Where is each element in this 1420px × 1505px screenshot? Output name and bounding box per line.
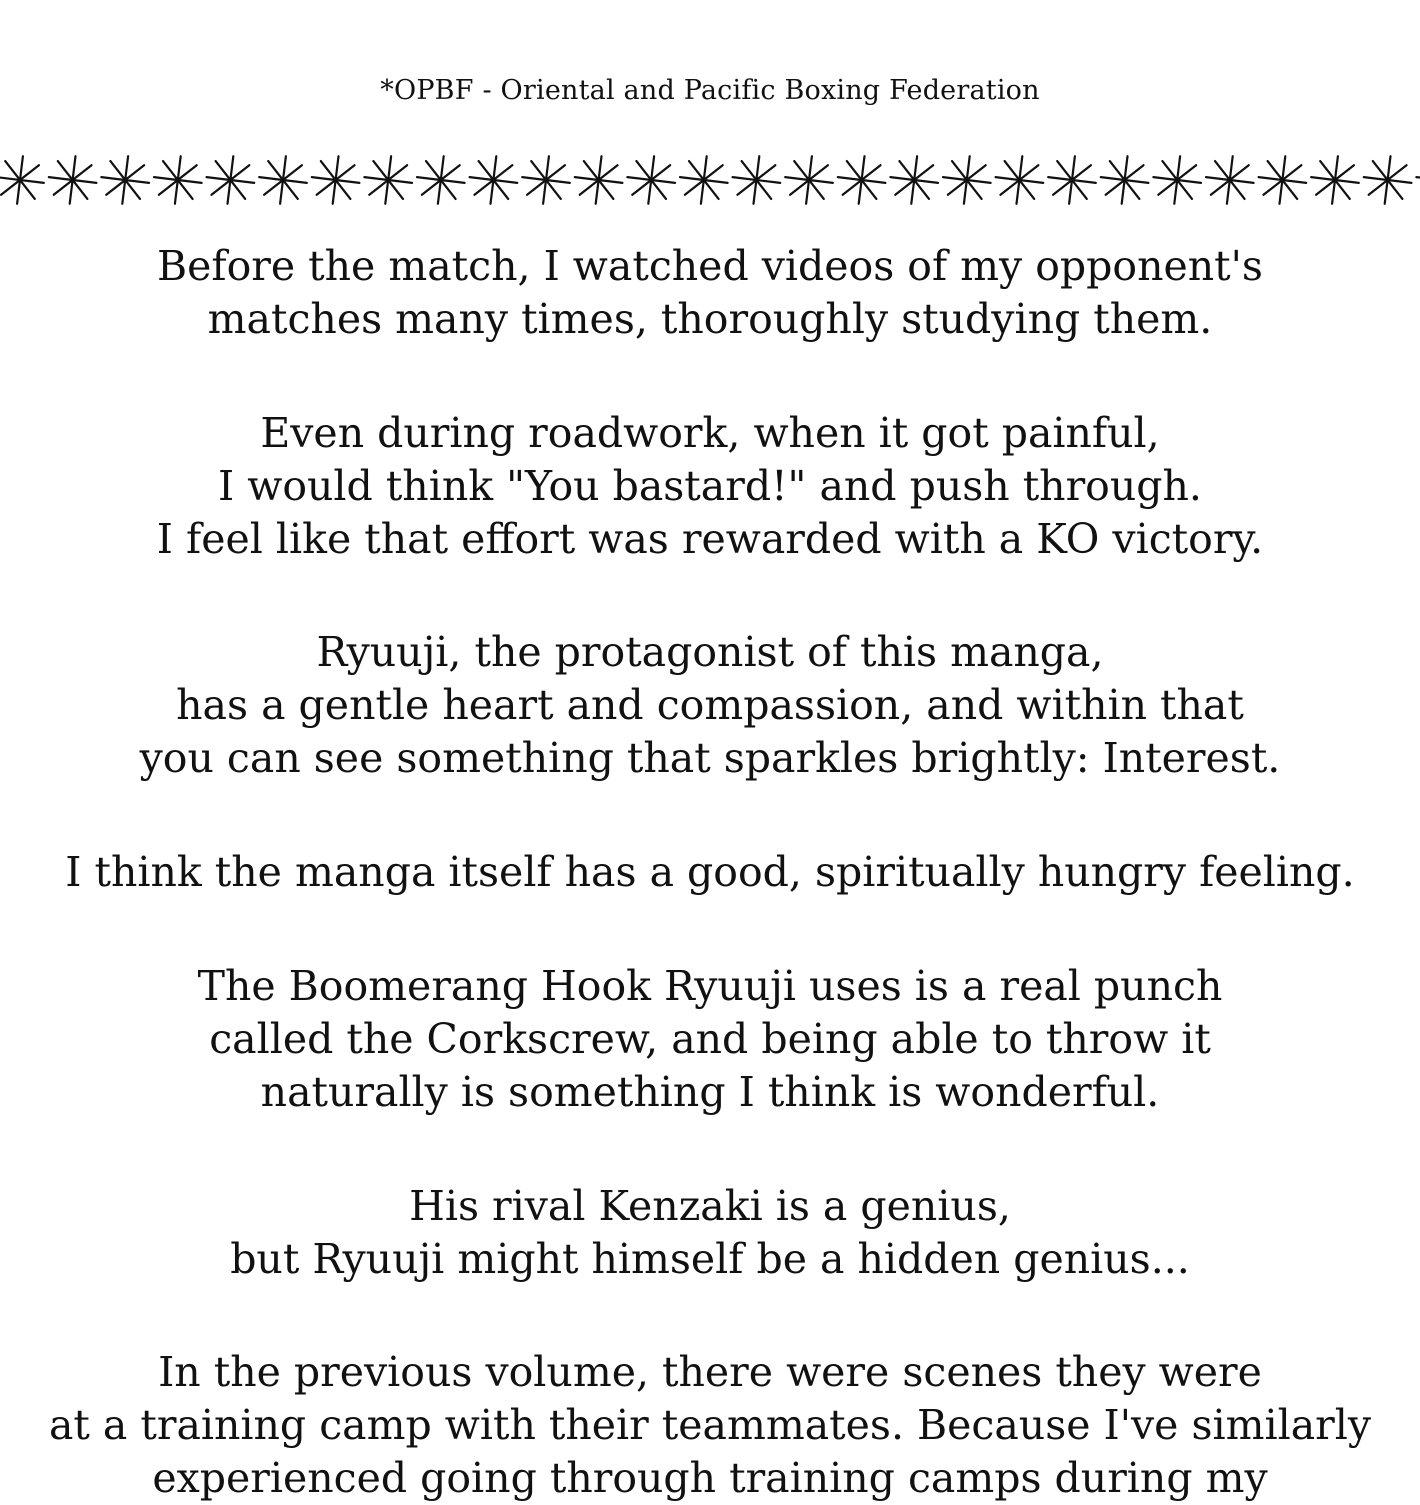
text-line: matches many times, thoroughly studying them. — [207, 295, 1213, 343]
asterisk-icon — [733, 156, 781, 204]
text-line: Even during roadwork, when it got painful, — [260, 409, 1160, 457]
paragraph-7 — [0, 1346, 1420, 1505]
asterisk-icon — [1048, 156, 1096, 204]
paragraph-5 — [0, 960, 1420, 1119]
asterisk-icon — [1416, 156, 1420, 204]
asterisk-icon — [470, 156, 518, 204]
asterisk-icon — [154, 156, 202, 204]
paragraph-4 — [0, 846, 1420, 899]
text-line: Before the match, I watched videos of my opponent's — [157, 242, 1263, 290]
asterisk-icon — [680, 156, 728, 204]
asterisk-icon — [417, 156, 465, 204]
asterisk-divider-icon — [0, 150, 1420, 210]
text-line: at a training camp with their teammates. Because I've similarly — [48, 1401, 1372, 1449]
asterisk-icon — [627, 156, 675, 204]
paragraph-3 — [0, 626, 1420, 785]
asterisk-icon — [943, 156, 991, 204]
footnote: *OPBF - Oriental and Pacific Boxing Federation — [380, 75, 1040, 106]
asterisk-icon — [101, 156, 149, 204]
asterisk-icon — [838, 156, 886, 204]
asterisk-icon — [1206, 156, 1254, 204]
text-line: I think the manga itself has a good, spiritually hungry feeling. — [65, 848, 1355, 896]
text-line: you can see something that sparkles brightly: Interest. — [139, 734, 1281, 782]
asterisk-icon — [1259, 156, 1307, 204]
asterisk-icon — [1364, 156, 1412, 204]
text-line: but Ryuuji might himself be a hidden genius... — [230, 1235, 1190, 1283]
asterisk-icon — [312, 156, 360, 204]
asterisk-icon — [259, 156, 307, 204]
asterisk-icon — [890, 156, 938, 204]
asterisk-icon — [207, 156, 255, 204]
asterisk-icon — [996, 156, 1044, 204]
asterisk-icon — [1101, 156, 1149, 204]
text-line: His rival Kenzaki is a genius, — [409, 1182, 1011, 1230]
text-line: The Boomerang Hook Ryuuji uses is a real punch — [197, 962, 1223, 1010]
paragraph-6 — [0, 1180, 1420, 1286]
asterisk-icon — [364, 156, 412, 204]
paragraph-1 — [0, 240, 1420, 346]
paragraph-2 — [0, 407, 1420, 566]
text-line: called the Corkscrew, and being able to throw it — [209, 1015, 1211, 1063]
text-line: Ryuuji, the protagonist of this manga, — [316, 628, 1104, 676]
asterisk-icon — [49, 156, 97, 204]
asterisk-row — [0, 150, 1420, 210]
asterisk-icon — [1311, 156, 1359, 204]
text-line: naturally is something I think is wonderful. — [260, 1068, 1160, 1116]
asterisk-icon — [785, 156, 833, 204]
text-line: has a gentle heart and compassion, and within that — [176, 681, 1244, 729]
asterisk-icon — [522, 156, 570, 204]
text-line: I would think "You bastard!" and push through. — [218, 462, 1202, 510]
text-line: In the previous volume, there were scenes they were — [158, 1348, 1262, 1396]
asterisk-icon — [575, 156, 623, 204]
text-line: I feel like that effort was rewarded with a KO victory. — [156, 515, 1264, 563]
text-line: experienced going through training camps during my — [152, 1454, 1268, 1502]
asterisk-icon — [0, 156, 44, 204]
asterisk-icon — [1153, 156, 1201, 204]
